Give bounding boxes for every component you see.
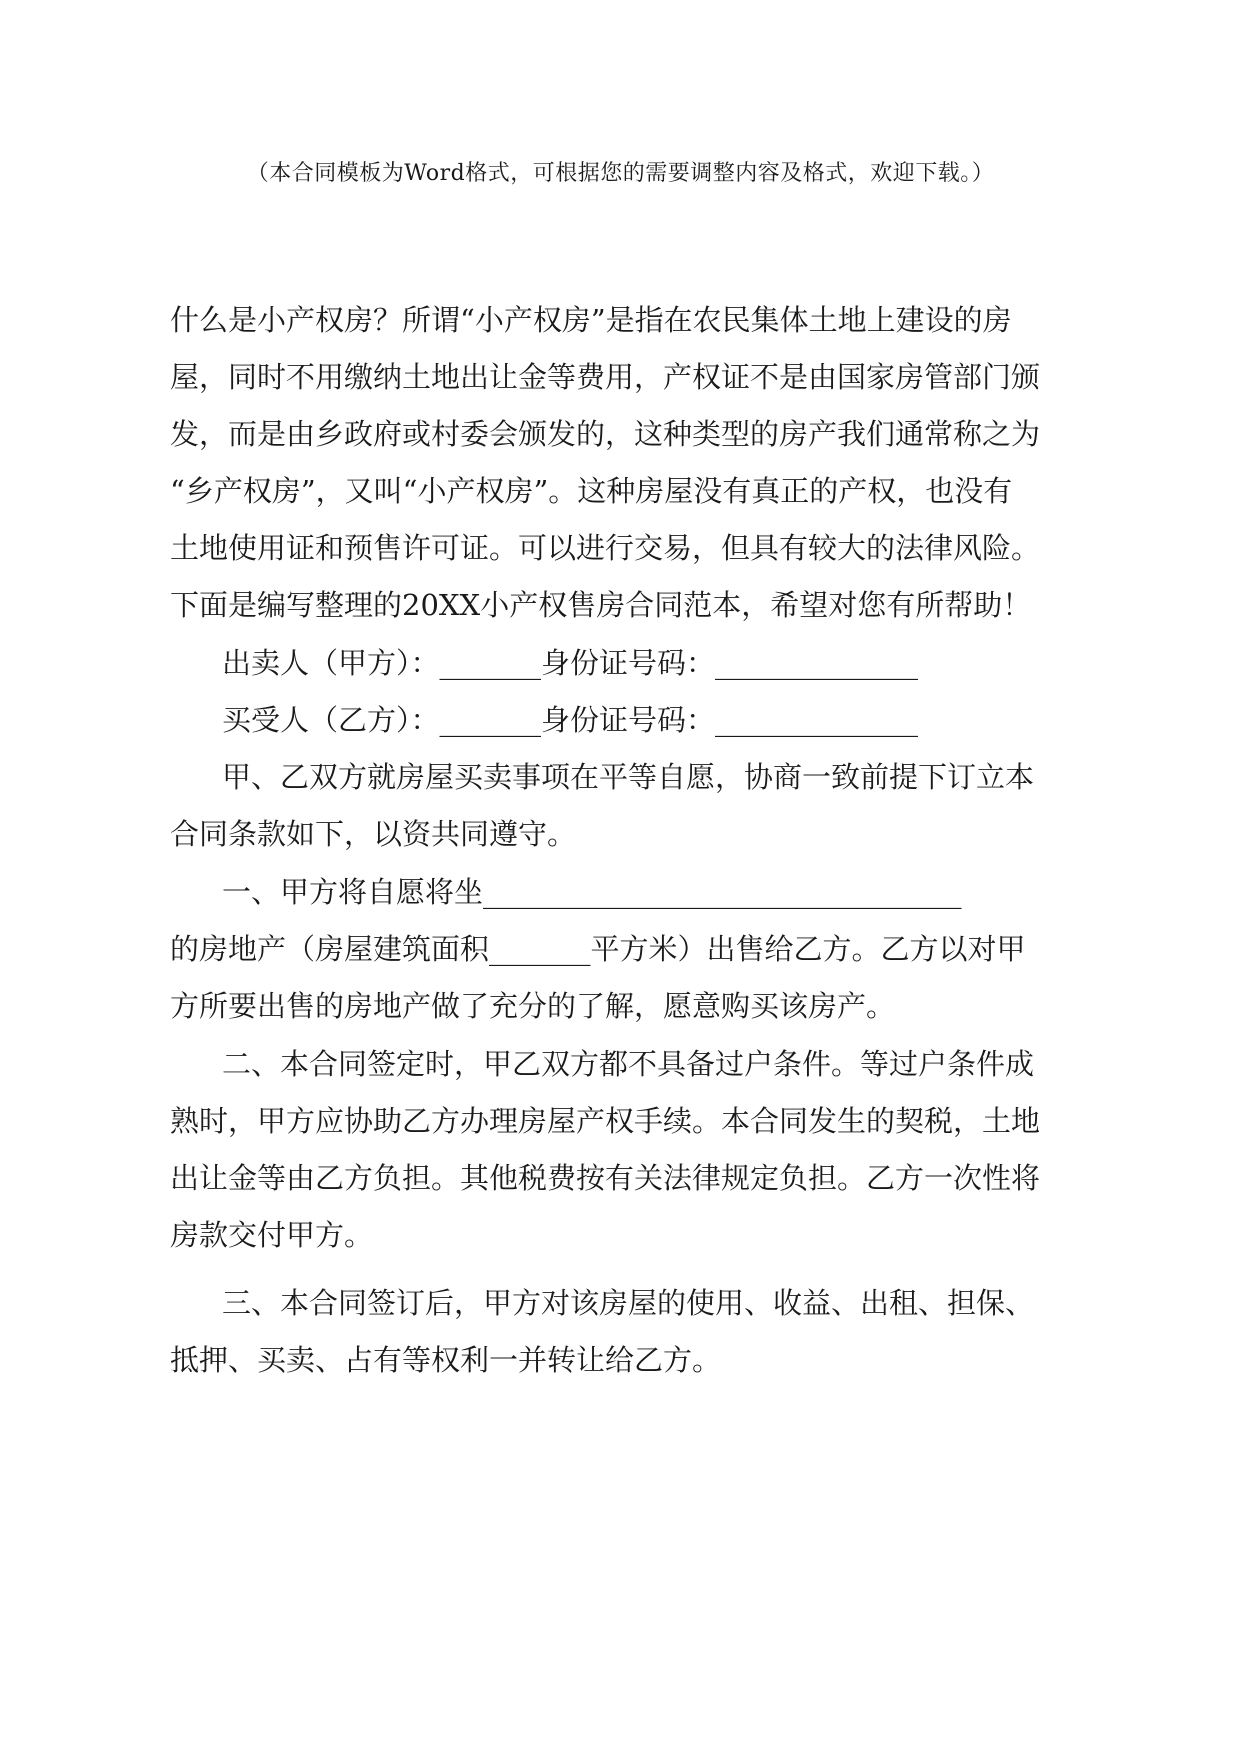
- clause-1-line: 的房地产（房屋建筑面积_______平方米）出售给乙方。乙方以对甲: [170, 932, 1026, 966]
- clause-3-line: 抵押、买卖、占有等权利一并转让给乙方。: [170, 1343, 722, 1377]
- clause-1-line: 一、甲方将自愿将坐_________________________________: [222, 875, 962, 909]
- preamble-line: 合同条款如下，以资共同遵守。: [170, 817, 577, 851]
- clause-1-line: 方所要出售的房地产做了充分的了解，愿意购买该房产。: [170, 989, 896, 1023]
- seller-line: 出卖人（甲方）：_______身份证号码：______________: [222, 646, 919, 680]
- intro-line: 土地使用证和预售许可证。可以进行交易，但具有较大的法律风险。: [170, 531, 1041, 565]
- clause-2-line: 熟时，甲方应协助乙方办理房屋产权手续。本合同发生的契税，土地: [170, 1104, 1041, 1138]
- clause-2-line: 出让金等由乙方负担。其他税费按有关法律规定负担。乙方一次性将: [170, 1161, 1041, 1195]
- clause-2-line: 房款交付甲方。: [170, 1218, 374, 1252]
- template-notice: （本合同模板为Word格式，可根据您的需要调整内容及格式，欢迎下载。）: [246, 161, 995, 186]
- intro-line: 下面是编写整理的20XX小产权售房合同范本，希望对您有所帮助！: [170, 588, 1032, 622]
- intro-line: 屋，同时不用缴纳土地出让金等费用，产权证不是由国家房管部门颁: [170, 360, 1041, 394]
- intro-line: 什么是小产权房？所谓“小产权房”是指在农民集体土地上建设的房: [170, 303, 1012, 337]
- intro-line: “乡产权房”，又叫“小产权房”。这种房屋没有真正的产权，也没有: [170, 474, 1013, 508]
- clause-3-line: 三、本合同签订后，甲方对该房屋的使用、收益、出租、担保、: [222, 1286, 1035, 1320]
- buyer-line: 买受人（乙方）：_______身份证号码：______________: [222, 703, 919, 737]
- intro-line: 发，而是由乡政府或村委会颁发的，这种类型的房产我们通常称之为: [170, 417, 1041, 451]
- clause-2-line: 二、本合同签定时，甲乙双方都不具备过户条件。等过户条件成: [222, 1047, 1035, 1081]
- preamble-line: 甲、乙双方就房屋买卖事项在平等自愿，协商一致前提下订立本: [222, 760, 1035, 794]
